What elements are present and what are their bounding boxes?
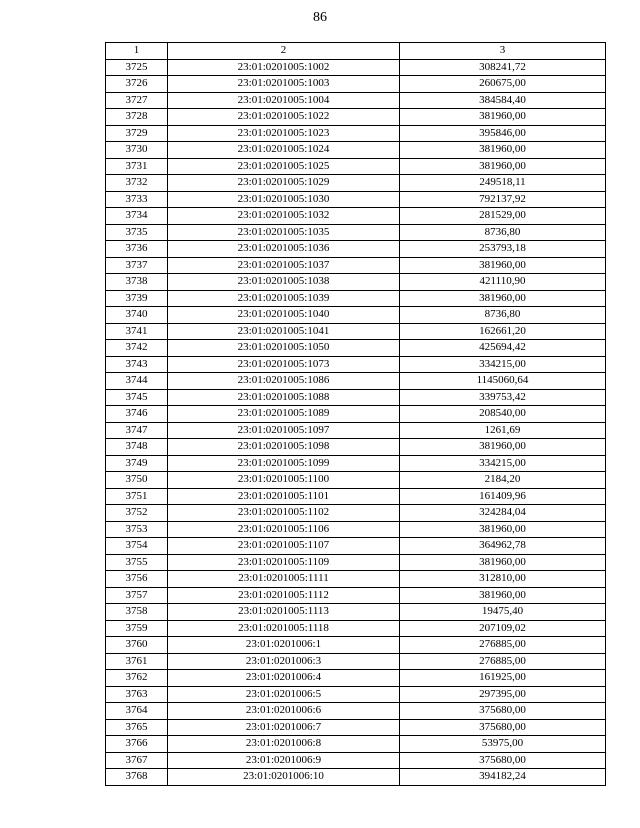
row-number-cell: 3751 — [106, 488, 168, 505]
table-row — [106, 59, 606, 76]
row-number-cell: 3763 — [106, 686, 168, 703]
row-number-cell: 3743 — [106, 356, 168, 373]
table-row — [106, 686, 606, 703]
table-row — [106, 274, 606, 291]
table-body — [106, 59, 606, 785]
row-number-cell: 3747 — [106, 422, 168, 439]
cadastral-number-cell: 23:01:0201005:1098 — [168, 439, 400, 456]
cadastral-number-cell: 23:01:0201005:1073 — [168, 356, 400, 373]
table-row — [106, 340, 606, 357]
table-row — [106, 422, 606, 439]
cadastral-number-cell: 23:01:0201005:1037 — [168, 257, 400, 274]
cadastral-number-cell: 23:01:0201006:10 — [168, 769, 400, 786]
table-row — [106, 439, 606, 456]
table-row — [106, 620, 606, 637]
cadastral-number-cell: 23:01:0201005:1041 — [168, 323, 400, 340]
table-row — [106, 653, 606, 670]
row-number-cell: 3731 — [106, 158, 168, 175]
row-number-cell: 3741 — [106, 323, 168, 340]
cadastral-number-cell: 23:01:0201005:1004 — [168, 92, 400, 109]
table-header-row — [106, 43, 606, 60]
cadastral-number-cell: 23:01:0201005:1109 — [168, 554, 400, 571]
cadastral-number-cell: 23:01:0201005:1039 — [168, 290, 400, 307]
row-number-cell: 3758 — [106, 604, 168, 621]
value-cell: 381960,00 — [400, 142, 606, 159]
value-cell: 162661,20 — [400, 323, 606, 340]
value-cell: 395846,00 — [400, 125, 606, 142]
row-number-cell: 3742 — [106, 340, 168, 357]
cadastral-number-cell: 23:01:0201005:1038 — [168, 274, 400, 291]
row-number-cell: 3745 — [106, 389, 168, 406]
table-row — [106, 290, 606, 307]
value-cell: 375680,00 — [400, 752, 606, 769]
cadastral-number-cell: 23:01:0201005:1089 — [168, 406, 400, 423]
value-cell: 161925,00 — [400, 670, 606, 687]
table-row — [106, 76, 606, 93]
table-row — [106, 554, 606, 571]
cadastral-number-cell: 23:01:0201005:1035 — [168, 224, 400, 241]
cadastral-number-cell: 23:01:0201005:1088 — [168, 389, 400, 406]
cadastral-number-cell: 23:01:0201005:1101 — [168, 488, 400, 505]
value-cell: 381960,00 — [400, 554, 606, 571]
table-row — [106, 488, 606, 505]
row-number-cell: 3760 — [106, 637, 168, 654]
table-row — [106, 92, 606, 109]
column-header-3: 3 — [400, 43, 606, 60]
value-cell: 260675,00 — [400, 76, 606, 93]
cadastral-number-cell: 23:01:0201005:1032 — [168, 208, 400, 225]
value-cell: 1261,69 — [400, 422, 606, 439]
row-number-cell: 3739 — [106, 290, 168, 307]
cadastral-number-cell: 23:01:0201005:1003 — [168, 76, 400, 93]
value-cell: 53975,00 — [400, 736, 606, 753]
cadastral-number-cell: 23:01:0201006:8 — [168, 736, 400, 753]
table-row — [106, 257, 606, 274]
table-row — [106, 637, 606, 654]
row-number-cell: 3757 — [106, 587, 168, 604]
cadastral-number-cell: 23:01:0201006:6 — [168, 703, 400, 720]
row-number-cell: 3748 — [106, 439, 168, 456]
cadastral-number-cell: 23:01:0201006:4 — [168, 670, 400, 687]
cadastral-number-cell: 23:01:0201005:1024 — [168, 142, 400, 159]
row-number-cell: 3768 — [106, 769, 168, 786]
table-row — [106, 307, 606, 324]
row-number-cell: 3752 — [106, 505, 168, 522]
value-cell: 339753,42 — [400, 389, 606, 406]
table-row — [106, 472, 606, 489]
value-cell: 421110,90 — [400, 274, 606, 291]
cadastral-number-cell: 23:01:0201005:1113 — [168, 604, 400, 621]
value-cell: 8736,80 — [400, 224, 606, 241]
value-cell: 381960,00 — [400, 290, 606, 307]
value-cell: 375680,00 — [400, 703, 606, 720]
table-row — [106, 175, 606, 192]
table-row — [106, 752, 606, 769]
cadastral-number-cell: 23:01:0201005:1022 — [168, 109, 400, 126]
value-cell: 381960,00 — [400, 439, 606, 456]
value-cell: 425694,42 — [400, 340, 606, 357]
row-number-cell: 3732 — [106, 175, 168, 192]
value-cell: 253793,18 — [400, 241, 606, 258]
row-number-cell: 3759 — [106, 620, 168, 637]
value-cell: 381960,00 — [400, 587, 606, 604]
row-number-cell: 3753 — [106, 521, 168, 538]
cadastral-number-cell: 23:01:0201005:1040 — [168, 307, 400, 324]
row-number-cell: 3756 — [106, 571, 168, 588]
value-cell: 381960,00 — [400, 257, 606, 274]
value-cell: 161409,96 — [400, 488, 606, 505]
value-cell: 394182,24 — [400, 769, 606, 786]
cadastral-number-cell: 23:01:0201006:1 — [168, 637, 400, 654]
row-number-cell: 3744 — [106, 373, 168, 390]
table-row — [106, 604, 606, 621]
cadastral-number-cell: 23:01:0201005:1099 — [168, 455, 400, 472]
value-cell: 19475,40 — [400, 604, 606, 621]
table-row — [106, 505, 606, 522]
row-number-cell: 3762 — [106, 670, 168, 687]
table-row — [106, 538, 606, 555]
row-number-cell: 3726 — [106, 76, 168, 93]
row-number-cell: 3754 — [106, 538, 168, 555]
table-row — [106, 241, 606, 258]
value-cell: 297395,00 — [400, 686, 606, 703]
row-number-cell: 3730 — [106, 142, 168, 159]
row-number-cell: 3749 — [106, 455, 168, 472]
cadastral-number-cell: 23:01:0201005:1107 — [168, 538, 400, 555]
value-cell: 312810,00 — [400, 571, 606, 588]
row-number-cell: 3734 — [106, 208, 168, 225]
value-cell: 8736,80 — [400, 307, 606, 324]
value-cell: 249518,11 — [400, 175, 606, 192]
cadastral-number-cell: 23:01:0201005:1112 — [168, 587, 400, 604]
row-number-cell: 3738 — [106, 274, 168, 291]
row-number-cell: 3736 — [106, 241, 168, 258]
column-header-2: 2 — [168, 43, 400, 60]
table-row — [106, 191, 606, 208]
cadastral-number-cell: 23:01:0201005:1111 — [168, 571, 400, 588]
value-cell: 276885,00 — [400, 637, 606, 654]
row-number-cell: 3737 — [106, 257, 168, 274]
value-cell: 276885,00 — [400, 653, 606, 670]
row-number-cell: 3764 — [106, 703, 168, 720]
cadastral-number-cell: 23:01:0201005:1025 — [168, 158, 400, 175]
cadastral-number-cell: 23:01:0201005:1100 — [168, 472, 400, 489]
row-number-cell: 3728 — [106, 109, 168, 126]
value-cell: 792137,92 — [400, 191, 606, 208]
cadastral-number-cell: 23:01:0201006:5 — [168, 686, 400, 703]
value-cell: 1145060,64 — [400, 373, 606, 390]
row-number-cell: 3733 — [106, 191, 168, 208]
table-row — [106, 587, 606, 604]
table-row — [106, 406, 606, 423]
cadastral-number-cell: 23:01:0201006:9 — [168, 752, 400, 769]
cadastral-number-cell: 23:01:0201005:1118 — [168, 620, 400, 637]
row-number-cell: 3767 — [106, 752, 168, 769]
cadastral-value-table — [105, 42, 606, 786]
cadastral-number-cell: 23:01:0201006:7 — [168, 719, 400, 736]
table-row — [106, 208, 606, 225]
table-row — [106, 125, 606, 142]
table-row — [106, 571, 606, 588]
table-row — [106, 158, 606, 175]
cadastral-number-cell: 23:01:0201005:1050 — [168, 340, 400, 357]
value-cell: 375680,00 — [400, 719, 606, 736]
value-cell: 364962,78 — [400, 538, 606, 555]
table-row — [106, 109, 606, 126]
table-row — [106, 736, 606, 753]
row-number-cell: 3740 — [106, 307, 168, 324]
cadastral-number-cell: 23:01:0201005:1002 — [168, 59, 400, 76]
table-row — [106, 224, 606, 241]
row-number-cell: 3729 — [106, 125, 168, 142]
row-number-cell: 3755 — [106, 554, 168, 571]
cadastral-number-cell: 23:01:0201005:1023 — [168, 125, 400, 142]
column-header-1: 1 — [106, 43, 168, 60]
value-cell: 334215,00 — [400, 455, 606, 472]
cadastral-number-cell: 23:01:0201005:1036 — [168, 241, 400, 258]
table-row — [106, 455, 606, 472]
value-cell: 334215,00 — [400, 356, 606, 373]
table-row — [106, 142, 606, 159]
table-row — [106, 389, 606, 406]
page-number: 86 — [313, 10, 327, 25]
table-row — [106, 323, 606, 340]
value-cell: 281529,00 — [400, 208, 606, 225]
cadastral-number-cell: 23:01:0201005:1029 — [168, 175, 400, 192]
table-row — [106, 670, 606, 687]
cadastral-number-cell: 23:01:0201006:3 — [168, 653, 400, 670]
row-number-cell: 3746 — [106, 406, 168, 423]
cadastral-number-cell: 23:01:0201005:1106 — [168, 521, 400, 538]
value-cell: 207109,02 — [400, 620, 606, 637]
table-row — [106, 356, 606, 373]
cadastral-number-cell: 23:01:0201005:1030 — [168, 191, 400, 208]
cadastral-number-cell: 23:01:0201005:1102 — [168, 505, 400, 522]
table-row — [106, 521, 606, 538]
table-row — [106, 719, 606, 736]
cadastral-number-cell: 23:01:0201005:1097 — [168, 422, 400, 439]
table-row — [106, 769, 606, 786]
row-number-cell: 3765 — [106, 719, 168, 736]
value-cell: 2184,20 — [400, 472, 606, 489]
cadastral-number-cell: 23:01:0201005:1086 — [168, 373, 400, 390]
value-cell: 208540,00 — [400, 406, 606, 423]
row-number-cell: 3727 — [106, 92, 168, 109]
value-cell: 308241,72 — [400, 59, 606, 76]
value-cell: 381960,00 — [400, 158, 606, 175]
table-row — [106, 373, 606, 390]
value-cell: 324284,04 — [400, 505, 606, 522]
value-cell: 381960,00 — [400, 109, 606, 126]
value-cell: 384584,40 — [400, 92, 606, 109]
row-number-cell: 3761 — [106, 653, 168, 670]
row-number-cell: 3725 — [106, 59, 168, 76]
row-number-cell: 3750 — [106, 472, 168, 489]
value-cell: 381960,00 — [400, 521, 606, 538]
table-row — [106, 703, 606, 720]
row-number-cell: 3735 — [106, 224, 168, 241]
row-number-cell: 3766 — [106, 736, 168, 753]
